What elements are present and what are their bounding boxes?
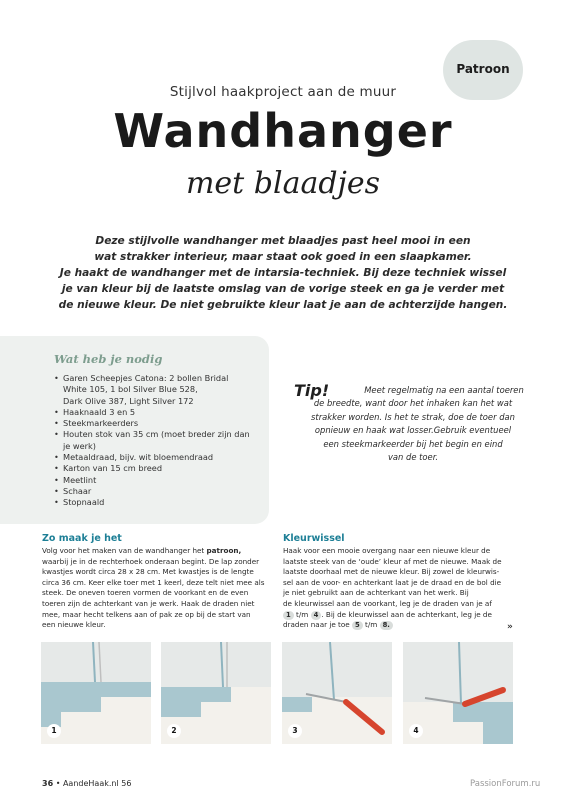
instructions-line: een nieuwe kleur. bbox=[42, 620, 106, 630]
step-photo-number: 1 bbox=[47, 724, 61, 738]
materials-item-continued: Dark Olive 387, Light Silver 172 bbox=[63, 395, 194, 406]
step-photo-number: 2 bbox=[167, 724, 181, 738]
range-text: t/m bbox=[365, 620, 378, 630]
step-photo-3 bbox=[282, 642, 392, 744]
materials-item: • Metaaldraad, bijv. wit bloemendraad bbox=[54, 452, 264, 463]
materials-item-continued: je werk) bbox=[63, 440, 96, 451]
tip-line: van de toer. bbox=[387, 452, 439, 463]
tip-line: strakker worden. Is het te strak, doe de toer dan bbox=[311, 411, 515, 422]
color-change-line: sel aan de voor- en achterkant laat je de draad en de bol die bbox=[283, 577, 502, 587]
intro-line: je van kleur bij de laatste omslag van de vorige steek en ga je verder met bbox=[61, 283, 505, 295]
tip-line: Meet regelmatig na een aantal toeren bbox=[364, 385, 524, 395]
instructions-line: mee, maar hecht telkens aan of pak ze op bij de start van bbox=[42, 609, 251, 619]
tip-text bbox=[282, 384, 544, 464]
instructions-line: toeren zijn de achterkant van je werk. Haak de draden niet bbox=[42, 598, 255, 608]
materials-list bbox=[54, 373, 264, 509]
instructions-line: waarbij je in de rechterhoek onderaan begint. De lap zonder bbox=[42, 556, 260, 566]
materials-item: • Steekmarkeerders bbox=[54, 418, 264, 429]
section-heading-color-change: Kleurwissel bbox=[283, 533, 345, 544]
intro-line: wat strakker interieur, maar staat ook goed in een slaapkamer. bbox=[94, 251, 472, 263]
intro-line: de nieuwe kleur. De niet gebruikte kleur laat je aan de achterzijde hangen. bbox=[58, 299, 508, 311]
step-number-badge: 8. bbox=[380, 621, 393, 630]
instructions-line bbox=[42, 546, 265, 557]
color-change-line bbox=[283, 620, 502, 631]
materials-heading: Wat heb je nodig bbox=[54, 352, 163, 366]
range-text: t/m bbox=[296, 609, 309, 619]
instructions-paragraph bbox=[42, 546, 265, 631]
materials-item: • Meetlint bbox=[54, 475, 264, 486]
tip-line: de breedte, want door het inhaken kan het wat bbox=[313, 398, 513, 409]
page-footer bbox=[42, 779, 131, 788]
instructions-line: circa 36 cm. Keer elke toer met 1 keerl, deze telt niet mee als bbox=[42, 577, 265, 587]
materials-item: • Houten stok van 35 cm (moet breder zijn dan bbox=[54, 429, 264, 440]
materials-item: • Karton van 15 cm breed bbox=[54, 463, 264, 474]
intro-line: Je haakt de wandhanger met de intarsia-techniek. Bij deze techniek wissel bbox=[59, 267, 507, 279]
materials-item: • Haaknaald 3 en 5 bbox=[54, 407, 264, 418]
magazine-name: AandeHaak.nl 56 bbox=[62, 779, 132, 788]
color-change-text: . Bij de kleurwissel aan de achterkant, leg je de bbox=[321, 609, 492, 619]
color-change-line: laatste doorhaal met de nieuwe kleur. Bij zowel de kleurwis- bbox=[283, 567, 500, 577]
tip-line: een steekmarkeerder bij het begin en eind bbox=[323, 438, 503, 449]
materials-item: • Garen Scheepjes Catona: 2 bollen Bridal bbox=[54, 373, 264, 384]
instructions-line: steek. De oneven toeren vormen de voorkant en de even bbox=[42, 588, 249, 598]
materials-item: • Schaar bbox=[54, 486, 264, 497]
step-number-badge: 1 bbox=[283, 611, 294, 620]
color-change-line: Haak voor een mooie overgang naar een nieuwe kleur de bbox=[283, 546, 491, 555]
section-heading-instructions: Zo maak je het bbox=[42, 533, 122, 544]
step-photo-number: 3 bbox=[288, 724, 302, 738]
tip-line: opnieuw en haak wat losser.Gebruik eventueel bbox=[314, 425, 512, 436]
color-change-line: de kleurwissel aan de voorkant, leg je de draden van je af bbox=[283, 598, 492, 608]
watermark: PassionForum.ru bbox=[470, 779, 541, 789]
article-kicker: Stijlvol haakproject aan de muur bbox=[169, 84, 397, 100]
step-photo-4 bbox=[403, 642, 513, 744]
materials-item-continued: White 105, 1 bol Silver Blue 528, bbox=[63, 384, 198, 395]
footer-bullet: • bbox=[55, 779, 61, 788]
step-number-badge: 4 bbox=[311, 611, 322, 620]
step-photo-number: 4 bbox=[409, 724, 423, 738]
category-badge-label: Patroon bbox=[456, 62, 510, 76]
color-change-text: draden naar je toe bbox=[283, 620, 350, 630]
continue-arrow-icon: » bbox=[507, 622, 513, 632]
article-title: Wandhanger bbox=[113, 104, 453, 158]
step-photo-2 bbox=[161, 642, 271, 744]
color-change-line bbox=[283, 610, 502, 621]
intro-paragraph bbox=[44, 233, 522, 313]
step-number-badge: 5 bbox=[352, 621, 363, 630]
page-number: 36 bbox=[42, 779, 54, 788]
intro-line: Deze stijlvolle wandhanger met blaadjes past heel mooi in een bbox=[95, 235, 471, 247]
article-title-second-line: met blaadjes bbox=[185, 166, 381, 201]
color-change-line: laatste steek van de ‘oude’ kleur af met de nieuwe. Maak de bbox=[283, 556, 502, 566]
color-change-line: je niet gebruikt aan de achterkant van het werk. Bij bbox=[283, 588, 469, 598]
color-change-paragraph bbox=[283, 546, 502, 631]
tip-heading: Tip! bbox=[294, 381, 330, 400]
materials-item: • Stopnaald bbox=[54, 497, 264, 508]
instructions-text: Volg voor het maken van de wandhanger het bbox=[42, 546, 207, 555]
pattern-link-text: patroon, bbox=[206, 546, 242, 555]
step-photo-1 bbox=[41, 642, 151, 744]
instructions-line: kwastjes wordt circa 28 x 28 cm. Met kwastjes is de lengte bbox=[42, 567, 254, 577]
